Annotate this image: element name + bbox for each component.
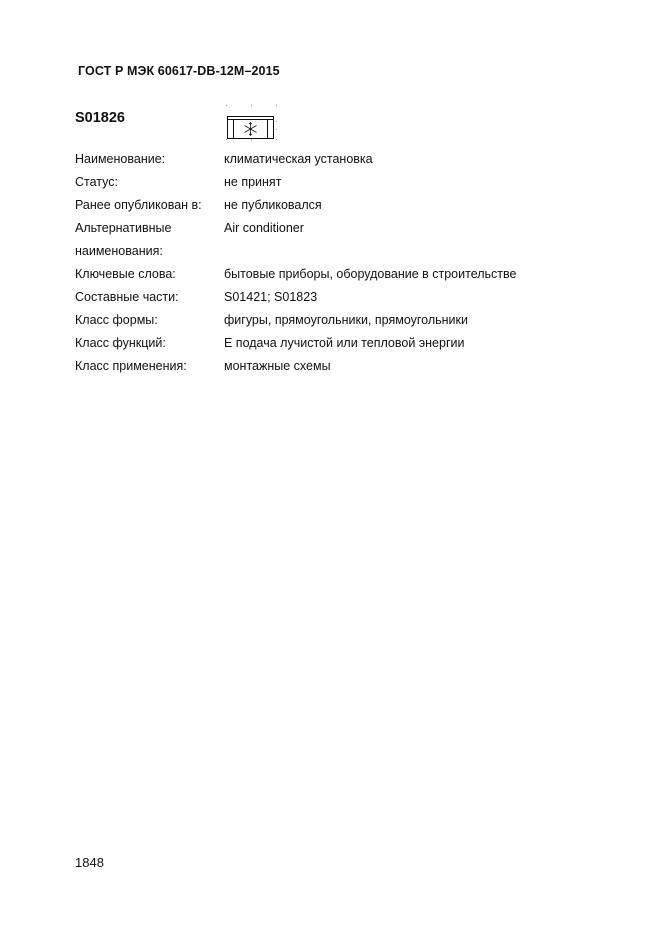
symbol-properties xyxy=(75,148,595,378)
property-value: не публиковался xyxy=(224,198,322,212)
air-conditioner-symbol-icon xyxy=(224,103,280,143)
property-row-function-class xyxy=(75,332,595,355)
property-row-published xyxy=(75,194,595,217)
property-label: Ключевые слова: xyxy=(75,267,176,281)
page-number: 1848 xyxy=(75,855,104,870)
property-value: климатическая установка xyxy=(224,152,373,166)
property-row-status xyxy=(75,171,595,194)
property-value: монтажные схемы xyxy=(224,359,331,373)
property-label: Класс формы: xyxy=(75,313,158,327)
property-label: Класс функций: xyxy=(75,336,166,350)
property-label: Альтернативные наименования: xyxy=(75,221,172,258)
document-header: ГОСТ Р МЭК 60617-DB-12M–2015 xyxy=(78,64,280,78)
property-row-application-class xyxy=(75,355,595,378)
property-value: не принят xyxy=(224,175,282,189)
property-row-components xyxy=(75,286,595,309)
property-value: S01421; S01823 xyxy=(224,290,318,304)
property-label: Ранее опубликован в: xyxy=(75,198,202,212)
symbol-id: S01826 xyxy=(75,110,125,126)
property-row-shape-class xyxy=(75,309,595,332)
property-label: Составные части: xyxy=(75,290,179,304)
property-row-keywords xyxy=(75,263,595,286)
property-row-name xyxy=(75,148,595,171)
property-row-alternative-names xyxy=(75,217,595,263)
property-label: Статус: xyxy=(75,175,118,189)
property-value: E подача лучистой или тепловой энергии xyxy=(224,336,465,350)
property-label: Наименование: xyxy=(75,152,166,166)
property-value: бытовые приборы, оборудование в строительстве xyxy=(224,267,517,281)
property-value: фигуры, прямоугольники, прямоугольники xyxy=(224,313,468,327)
property-label: Класс применения: xyxy=(75,359,187,373)
snowflake-icon xyxy=(245,122,257,136)
property-value: Air conditioner xyxy=(224,221,304,235)
